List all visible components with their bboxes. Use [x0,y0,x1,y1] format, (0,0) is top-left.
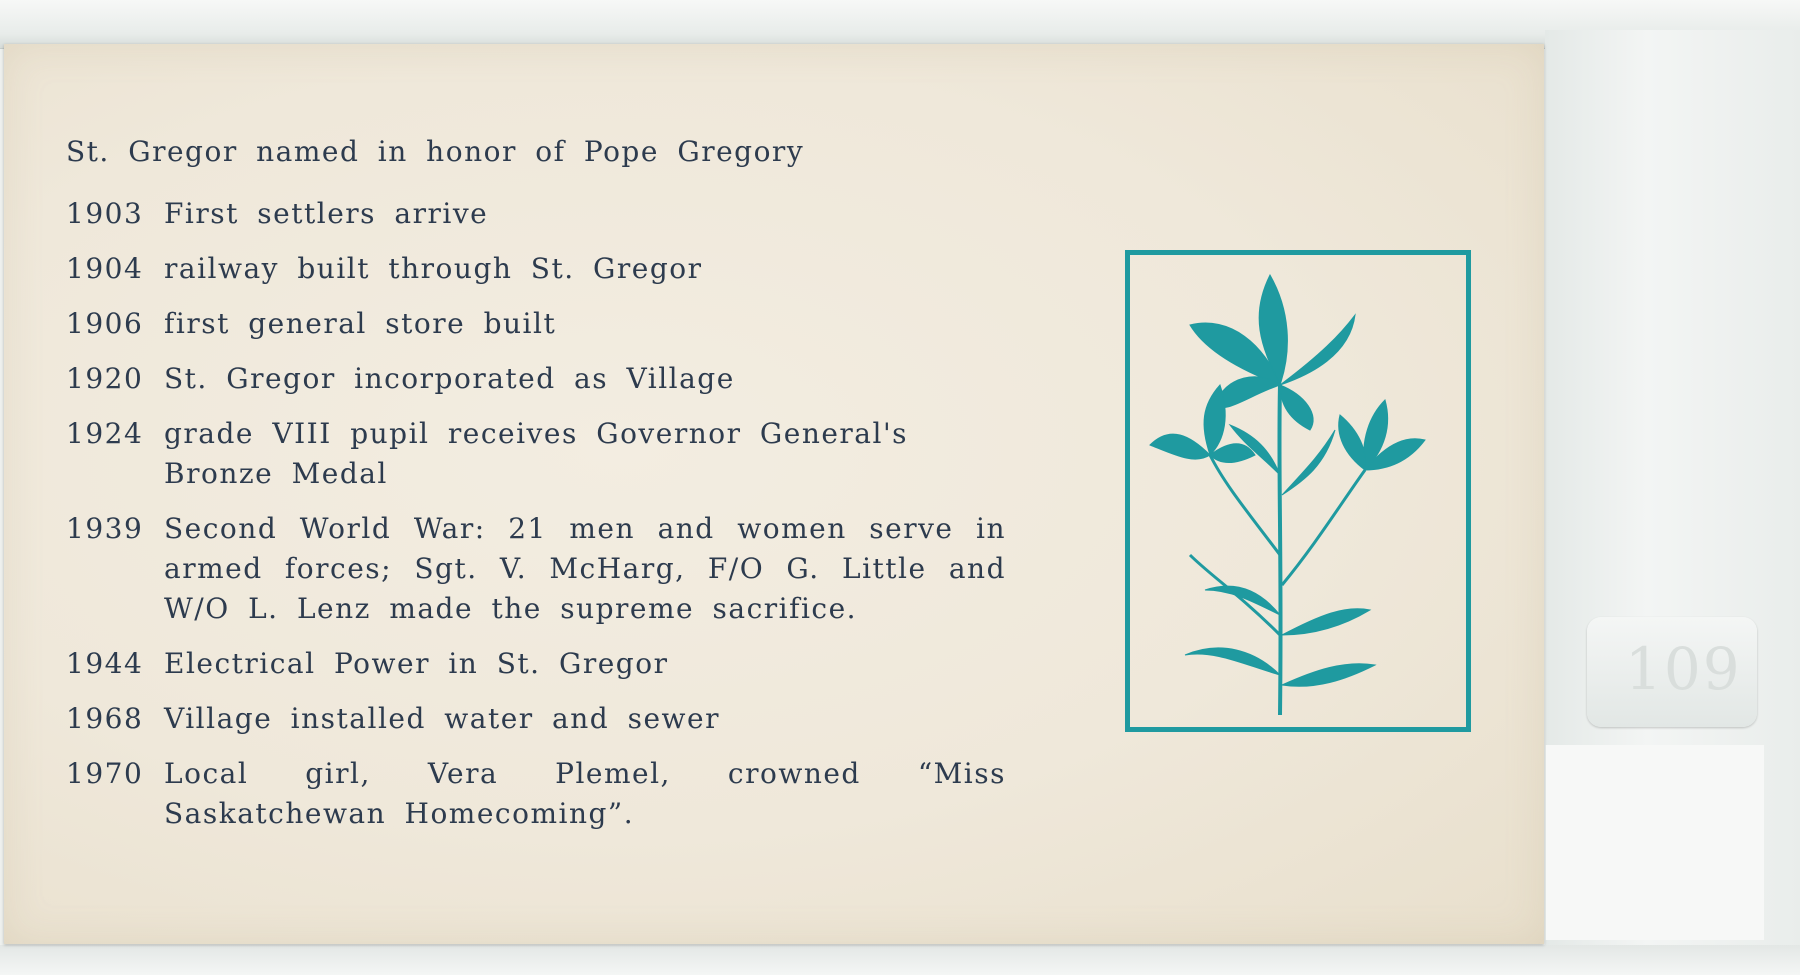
prairie-lily-icon [1130,255,1466,727]
timeline-intro: St. Gregor named in honor of Pope Gregory [66,135,805,168]
sleeve-bottom [0,945,1800,975]
entry-text: First settlers arrive [164,197,489,230]
entry-text: St. Gregor incorporated as Village [164,362,735,395]
entry-text: railway built through St. Gregor [164,252,703,285]
entry-year: 1939 [66,512,144,545]
timeline-entry [66,194,1006,234]
entry-text: grade VIII pupil receives Governor General's Bronze Medal [164,417,909,490]
timeline-entry [66,359,1006,399]
sleeve-top [0,0,1800,49]
timeline-entry [66,414,1006,494]
entry-year: 1968 [66,702,144,735]
entry-text: Second World War: 21 men and women serve in armed forces; Sgt. V. McHarg, F/O G. Little and W/O L. Lenz made the supreme sacrifice. [164,512,1006,625]
entry-year: 1920 [66,362,144,395]
entry-text: Local girl, Vera Plemel, crowned “Miss Saskatchewan Homecoming”. [164,757,1006,830]
entry-year: 1903 [66,197,144,230]
timeline-entry [66,754,1006,834]
history-timeline [66,132,1006,849]
entry-year: 1924 [66,417,144,450]
entry-year: 1944 [66,647,144,680]
sleeve-tab[interactable] [1587,617,1757,727]
entry-year: 1904 [66,252,144,285]
timeline-entry [66,509,1006,629]
tab-mark: 109 [1625,635,1742,703]
timeline-entry [66,699,1006,739]
entry-text: Village installed water and sewer [164,702,720,735]
sleeve-label-strip [1545,745,1764,940]
entry-year: 1970 [66,757,144,790]
entry-year: 1906 [66,307,144,340]
entry-text: Electrical Power in St. Gregor [164,647,669,680]
entry-text: first general store built [164,307,557,340]
timeline-entry [66,644,1006,684]
timeline-entry [66,249,1006,289]
illustration-frame [1125,250,1471,732]
timeline-entry [66,304,1006,344]
